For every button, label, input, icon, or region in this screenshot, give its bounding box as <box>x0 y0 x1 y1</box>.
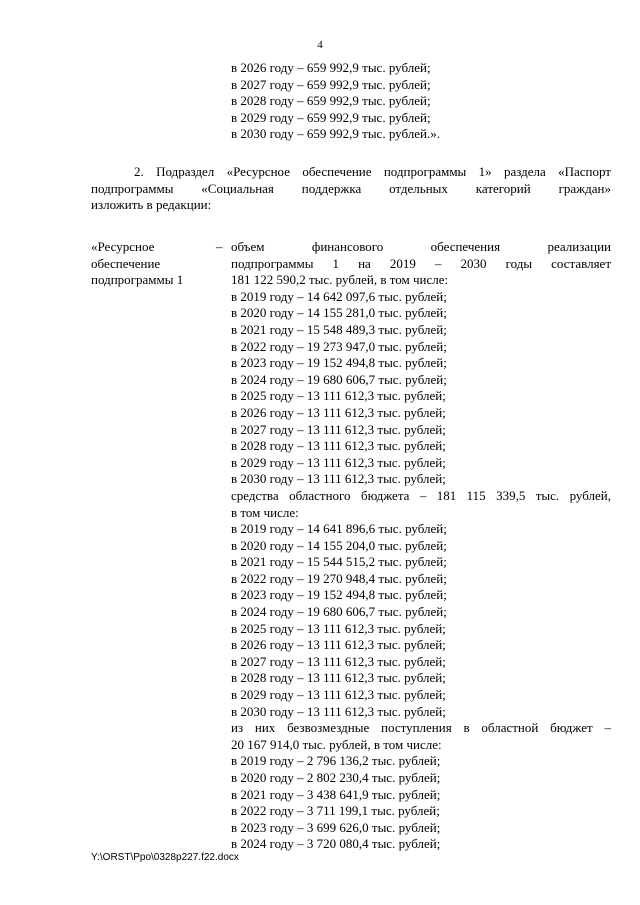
content-line: в 2025 году – 13 111 612,3 тыс. рублей; <box>231 620 446 636</box>
content-line: объем финансового обеспечения реализации <box>231 239 611 254</box>
list-item: в 2029 году – 659 992,9 тыс. рублей; <box>231 109 431 125</box>
content-line: из них безвозмездные поступления в областной бюджет – <box>231 720 611 736</box>
content-line: в 2023 году – 3 699 626,0 тыс. рублей; <box>231 819 441 835</box>
content-line: в 2022 году – 3 711 199,1 тыс. рублей; <box>231 803 440 819</box>
content-line: в 2030 году – 13 111 612,3 тыс. рублей; <box>231 471 446 487</box>
content-line: в 2019 году – 14 642 097,6 тыс. рублей; <box>231 288 447 304</box>
label-line: подпрограммы 1 <box>91 272 184 288</box>
label-line: обеспечение <box>91 255 161 271</box>
page-number: 4 <box>317 39 323 51</box>
list-item: в 2030 году – 659 992,9 тыс. рублей.». <box>231 126 440 142</box>
content-line: в 2024 году – 3 720 080,4 тыс. рублей; <box>231 836 441 852</box>
content-line: в 2019 году – 14 641 896,6 тыс. рублей; <box>231 521 447 537</box>
content-line: в том числе: <box>231 504 299 520</box>
content-line: в 2020 году – 14 155 204,0 тыс. рублей; <box>231 537 447 553</box>
content-line: в 2023 году – 19 152 494,8 тыс. рублей; <box>231 587 447 603</box>
content-line: в 2022 году – 19 270 948,4 тыс. рублей; <box>231 570 447 586</box>
content-line: в 2023 году – 19 152 494,8 тыс. рублей; <box>231 355 447 371</box>
content-line: 20 167 914,0 тыс. рублей, в том числе: <box>231 736 442 752</box>
content-line: в 2029 году – 13 111 612,3 тыс. рублей; <box>231 687 446 703</box>
content-line: средства областного бюджета – 181 115 339,5 тыс. рублей, <box>231 487 611 503</box>
content-line: в 2028 году – 13 111 612,3 тыс. рублей; <box>231 670 446 686</box>
top-year-list <box>231 60 440 143</box>
content-line: в 2020 году – 2 802 230,4 тыс. рублей; <box>231 770 441 785</box>
paragraph-line: 2. Подраздел «Ресурсное обеспечение подпрограммы 1» раздела «Паспорт <box>134 164 611 179</box>
passport-content <box>231 239 611 853</box>
amendment-paragraph <box>91 164 611 214</box>
content-line: в 2021 году – 15 548 489,3 тыс. рублей; <box>231 321 447 337</box>
content-line: в 2026 году – 13 111 612,3 тыс. рублей; <box>231 637 446 653</box>
content-line: в 2022 году – 19 273 947,0 тыс. рублей; <box>231 338 447 354</box>
content-line: в 2024 году – 19 680 606,7 тыс. рублей; <box>231 371 447 387</box>
content-line: в 2020 году – 14 155 281,0 тыс. рублей; <box>231 305 447 321</box>
paragraph-line: подпрограммы «Социальная поддержка отдельных категорий граждан» <box>91 180 611 196</box>
content-line: в 2025 году – 13 111 612,3 тыс. рублей; <box>231 388 446 404</box>
content-line: в 2021 году – 15 544 515,2 тыс. рублей; <box>231 554 447 570</box>
content-line: в 2029 году – 13 111 612,3 тыс. рублей; <box>231 454 446 470</box>
paragraph-line: изложить в редакции: <box>91 197 212 213</box>
content-line: в 2024 году – 19 680 606,7 тыс. рублей; <box>231 604 447 620</box>
passport-label <box>91 239 229 289</box>
list-item: в 2028 году – 659 992,9 тыс. рублей; <box>231 93 431 109</box>
label-dash: – <box>216 239 223 254</box>
content-line: в 2030 году – 13 111 612,3 тыс. рублей; <box>231 703 446 719</box>
content-line: в 2019 году – 2 796 136,2 тыс. рублей; <box>231 753 441 769</box>
content-line: в 2028 году – 13 111 612,3 тыс. рублей; <box>231 438 446 454</box>
content-line: в 2021 году – 3 438 641,9 тыс. рублей; <box>231 786 441 802</box>
file-path-footer: Y:\ORST\Ppo\0328p227.f22.docx <box>91 852 239 863</box>
content-line: подпрограммы 1 на 2019 – 2030 годы составляет <box>231 255 611 271</box>
content-line: в 2027 году – 13 111 612,3 тыс. рублей; <box>231 653 446 669</box>
content-line: 181 122 590,2 тыс. рублей, в том числе: <box>231 272 449 288</box>
content-line: в 2027 году – 13 111 612,3 тыс. рублей; <box>231 421 446 437</box>
list-item: в 2026 году – 659 992,9 тыс. рублей; <box>231 60 431 75</box>
label-line: «Ресурсное <box>91 239 155 254</box>
content-line: в 2026 году – 13 111 612,3 тыс. рублей; <box>231 404 446 420</box>
list-item: в 2027 году – 659 992,9 тыс. рублей; <box>231 76 431 92</box>
